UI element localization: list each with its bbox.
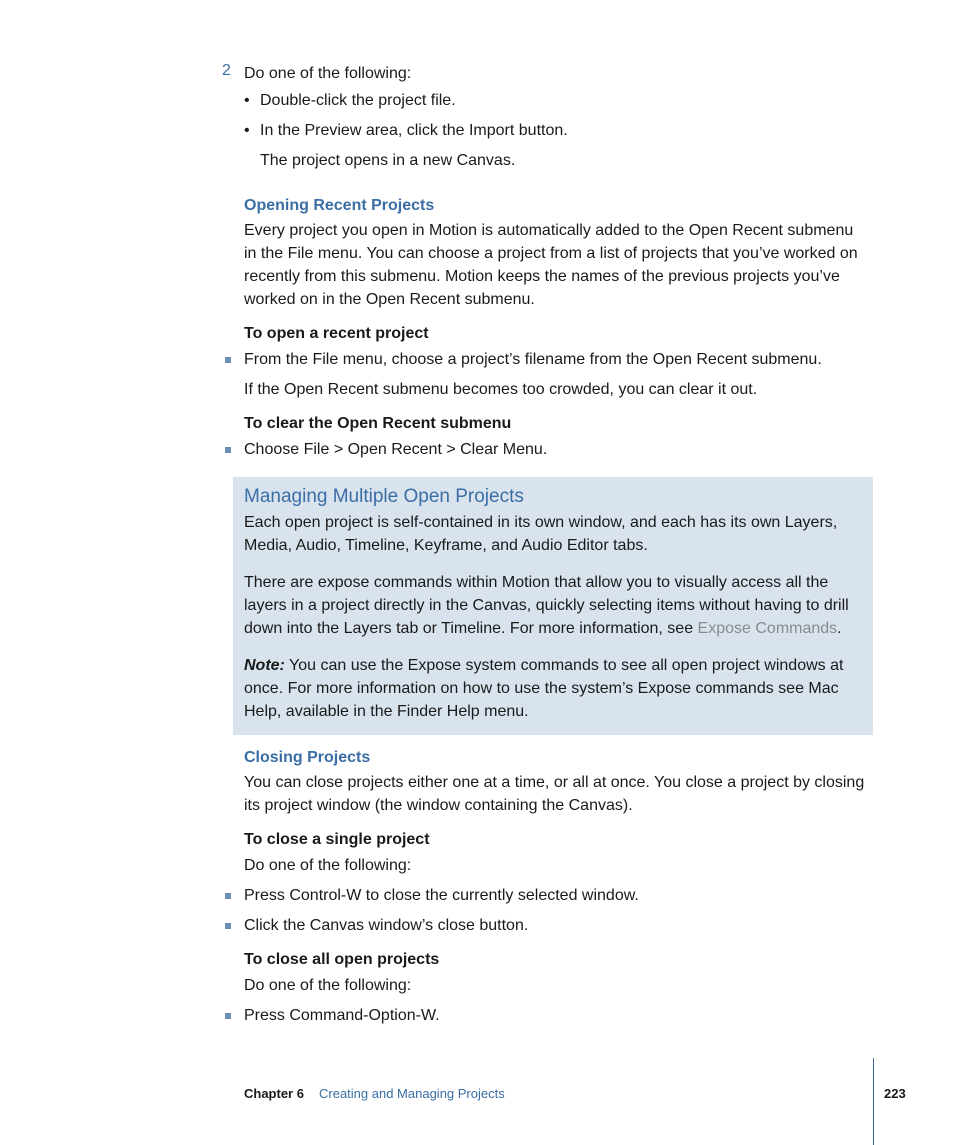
callout-text: . [837,620,842,637]
task-note: If the Open Recent submenu becomes too crowded, you can clear it out. [244,381,758,398]
callout-text: down into the Layers tab or Timeline. For more information, see [244,620,698,637]
callout-line: Each open project is self-contained in its own window, and each has its own Layers, [244,514,838,531]
square-bullet-icon [225,357,231,363]
callout-line: Media, Audio, Timeline, Keyframe, and Audio Editor tabs. [244,537,648,554]
list-item: In the Preview area, click the Import button. [260,122,568,139]
footer-divider [873,1058,874,1145]
footer-chapter: Chapter 6 [244,1086,304,1101]
task-heading-clear-recent: To clear the Open Recent submenu [244,415,512,432]
expose-commands-link[interactable]: Expose Commands [697,620,838,637]
callout-title: Managing Multiple Open Projects [244,486,524,507]
opening-recent-line: recently from this submenu. Motion keeps the names of the previous projects you’ve [244,268,840,285]
step-intro: Do one of the following: [244,65,412,82]
square-bullet-icon [225,923,231,929]
opening-recent-line: in the File menu. You can choose a project from a list of projects that you’ve worked on [244,245,858,262]
note-label: Note: [244,657,285,674]
bullet-dot: • [244,122,250,139]
callout-line: layers in a project directly in the Canvas, quickly selecting items without having to drill [244,597,849,614]
bullet-dot: • [244,92,250,109]
note-line: once. For more information on how to use the system’s Expose commands see Mac [244,680,839,697]
page-number: 223 [884,1086,906,1101]
task-step: Click the Canvas window’s close button. [244,917,529,934]
square-bullet-icon [225,893,231,899]
task-intro: Do one of the following: [244,977,412,994]
closing-line: its project window (the window containing the Canvas). [244,797,633,814]
note-line: Help, available in the Finder Help menu. [244,703,529,720]
opening-recent-line: Every project you open in Motion is automatically added to the Open Recent submenu [244,222,854,239]
callout-line: There are expose commands within Motion that allow you to visually access all the [244,574,829,591]
section-heading-closing: Closing Projects [244,749,371,766]
task-heading-close-single: To close a single project [244,831,430,848]
step-result: The project opens in a new Canvas. [260,152,516,169]
task-step: From the File menu, choose a project’s filename from the Open Recent submenu. [244,351,822,368]
task-heading-open-recent: To open a recent project [244,325,429,342]
closing-line: You can close projects either one at a time, or all at once. You close a project by closing [244,774,865,791]
opening-recent-line: worked on in the Open Recent submenu. [244,291,535,308]
footer-chapter-title[interactable]: Creating and Managing Projects [319,1086,505,1101]
task-step: Choose File > Open Recent > Clear Menu. [244,441,548,458]
note-text: You can use the Expose system commands to see all open project windows at [284,657,844,674]
task-step: Press Command-Option-W. [244,1007,440,1024]
task-intro: Do one of the following: [244,857,412,874]
section-heading-opening-recent: Opening Recent Projects [244,197,435,214]
callout-line [244,617,874,640]
list-item: Double-click the project file. [260,92,456,109]
step-number: 2 [222,62,231,79]
note-line [244,654,874,677]
square-bullet-icon [225,447,231,453]
task-step: Press Control-W to close the currently selected window. [244,887,639,904]
task-heading-close-all: To close all open projects [244,951,440,968]
square-bullet-icon [225,1013,231,1019]
